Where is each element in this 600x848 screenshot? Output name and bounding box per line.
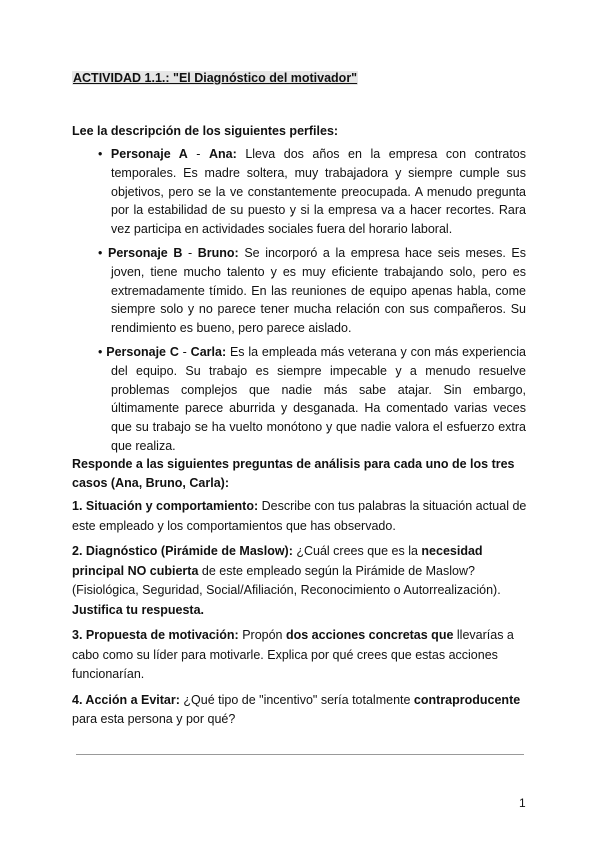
question-1 — [72, 497, 530, 536]
question-4 — [72, 691, 530, 730]
question-emphasis: contraproducente — [413, 692, 521, 707]
profile-text: Es la empleada más veterana y con más experiencia del equipo. Su trabajo es siempre impecable y a menudo resuelve problemas complejos que nadie más sabe atajar. Sin embargo, últimamente parece aburrida y desganada. Ha comentado varias veces que su trabajo se ha vuelto monótono y que nadie valora el esfuerzo extra que realiza. — [111, 344, 526, 453]
profile-short: Ana: — [209, 147, 237, 161]
question-emphasis: necesidad principal NO cubierta — [72, 544, 483, 578]
profile-sep: - — [182, 245, 198, 260]
question-text: ¿Qué tipo de "incentivo" sería totalmente — [179, 692, 414, 707]
question-emphasis: Justifica tu respuesta. — [72, 602, 204, 617]
question-text: ¿Cuál crees que es la — [292, 544, 422, 558]
profiles-intro: Lee la descripción de los siguientes perfiles: — [72, 124, 339, 138]
bullet: • — [98, 147, 103, 161]
profile-sep: - — [178, 344, 191, 359]
question-label: 3. Propuesta de motivación: — [72, 628, 239, 642]
profile-name: Personaje B — [108, 245, 183, 260]
page-number: 1 — [519, 796, 526, 810]
footer-divider — [76, 754, 524, 755]
bullet: • — [98, 245, 103, 260]
question-label: 2. Diagnóstico (Pirámide de Maslow): — [72, 544, 293, 558]
profiles-list — [98, 145, 526, 461]
question-text: de este empleado según la Pirámide de Maslow? (Fisiológica, Seguridad, Social/Afiliación, Reconocimiento o Autorrealización). — [72, 563, 501, 597]
question-3 — [72, 626, 530, 685]
question-label: 1. Situación y comportamiento: — [72, 499, 259, 513]
profile-name: Personaje C — [106, 344, 179, 359]
profile-item-bruno — [98, 244, 526, 338]
profile-text: Se incorporó a la empresa hace seis meses. Es joven, tiene mucho talento y es muy eficiente trabajando solo, pero es extremadamente tímido. En las reuniones de equipo apenas habla, come siempre solo y no parece tener mucha relación con sus compañeros. Su rendimiento es bueno, pero parece aislado. — [111, 245, 527, 336]
profile-item-ana — [98, 145, 526, 239]
profile-text: Lleva dos años en la empresa con contratos temporales. Es madre soltera, muy trabajadora y siempre cumple sus objetivos, pero se la ve constantemente preocupada. A menudo pregunta por la estabilidad de su puesto y si la empresa va a hacer recortes. Rara vez participa en actividades sociales fuera del horario laboral. — [111, 147, 527, 237]
profile-short: Bruno: — [197, 245, 239, 260]
question-emphasis: dos acciones concretas que — [285, 628, 454, 642]
profile-short: Carla: — [190, 344, 227, 359]
question-2 — [72, 542, 530, 620]
question-text: Describe con tus palabras la situación actual de este empleado y los comportamientos que has observado. — [72, 499, 527, 533]
question-text: Propón — [238, 628, 286, 642]
profile-item-carla — [98, 343, 526, 456]
question-text: llevarías a cabo como su líder para motivarle. Explica por qué crees que estas acciones funcionarían. — [72, 628, 514, 681]
questions-list — [72, 497, 530, 736]
bullet: • — [98, 344, 103, 359]
questions-intro: Responde a las siguientes preguntas de análisis para cada uno de los tres casos (Ana, Bruno, Carla): — [72, 457, 515, 490]
profile-name: Personaje A — [110, 147, 188, 161]
profile-sep: - — [187, 147, 210, 161]
activity-title: ACTIVIDAD 1.1.: "El Diagnóstico del motivador" — [73, 71, 358, 85]
question-text: para esta persona y por qué? — [72, 712, 236, 726]
question-label: 4. Acción a Evitar: — [72, 692, 180, 707]
